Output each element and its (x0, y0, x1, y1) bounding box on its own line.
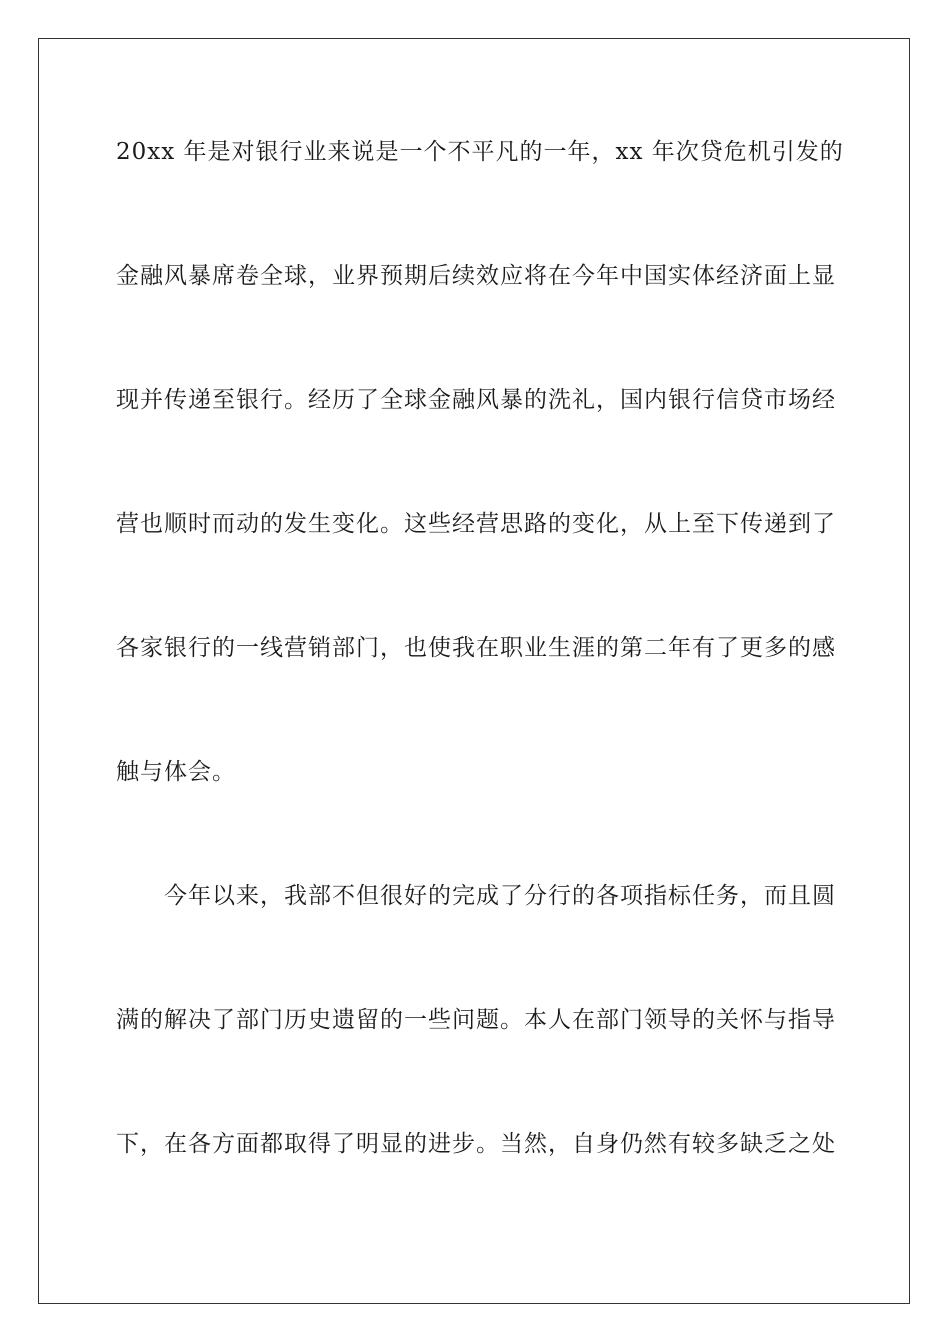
paragraph-line: 20xx 年是对银行业来说是一个不平凡的一年，xx 年次贷危机引发的 (116, 139, 844, 165)
paragraph-line: 触与体会。 (116, 759, 236, 785)
paragraph-line: 今年以来，我部不但很好的完成了分行的各项指标任务，而且圆 (164, 883, 836, 909)
paragraph-line: 营也顺时而动的发生变化。这些经营思路的变化，从上至下传递到了 (116, 511, 836, 537)
paragraph-line: 下，在各方面都取得了明显的进步。当然，自身仍然有较多缺乏之处 (116, 1131, 836, 1157)
paragraph-line: 各家银行的一线营销部门，也使我在职业生涯的第二年有了更多的感 (116, 635, 836, 661)
page-border (38, 38, 910, 1304)
paragraph-line: 金融风暴席卷全球，业界预期后续效应将在今年中国实体经济面上显 (116, 263, 836, 289)
paragraph-line: 满的解决了部门历史遗留的一些问题。本人在部门领导的关怀与指导 (116, 1007, 836, 1033)
paragraph-line: 现并传递至银行。经历了全球金融风暴的洗礼，国内银行信贷市场经 (116, 387, 836, 413)
